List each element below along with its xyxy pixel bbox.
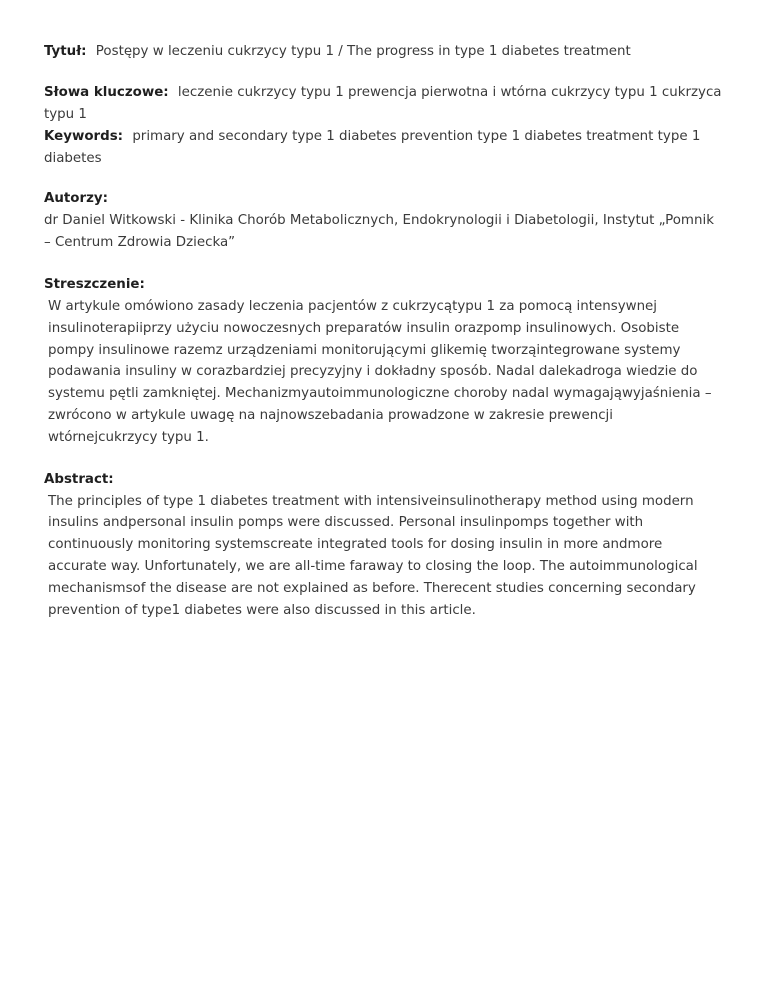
document-page bbox=[44, 41, 724, 621]
keywords-pl-row bbox=[44, 82, 724, 126]
abstract-en-section bbox=[44, 469, 724, 622]
keywords-en-label: Keywords: bbox=[44, 129, 124, 144]
abstract-en-text: The principles of type 1 diabetes treatment with intensiveinsulinotherapy method using modern insulins andpersonal insulin pomps were discussed. Personal insulinpomps together with continuously monitoring systemscreate integrated tools for dosing insulin in more andmore accurate way. Unfortunately, we are all-time faraway to closing the loop. The autoimmunological mechanismsof the disease are not explained as before. Therecent studies concerning secondary prevention of type1 diabetes were also discussed in this article. bbox=[48, 493, 698, 618]
keywords-pl-value: leczenie cukrzycy typu 1 prewencja pierwotna i wtórna cukrzycy typu 1 cukrzyca typu 1 bbox=[44, 85, 722, 122]
title-value: Postępy w leczeniu cukrzycy typu 1 / The progress in type 1 diabetes treatment bbox=[95, 44, 631, 59]
title-label: Tytuł: bbox=[44, 44, 87, 59]
authors-heading: Autorzy: bbox=[44, 191, 108, 206]
abstract-pl-section bbox=[44, 274, 724, 449]
keywords-en-value: primary and secondary type 1 diabetes prevention type 1 diabetes treatment type 1 diabetes bbox=[44, 129, 701, 166]
keywords-pl-label: Słowa kluczowe: bbox=[44, 85, 169, 100]
abstract-en-heading: Abstract: bbox=[44, 471, 114, 487]
abstract-pl-heading: Streszczenie: bbox=[44, 277, 145, 292]
keywords-en-row bbox=[44, 126, 724, 170]
authors-text: dr Daniel Witkowski - Klinika Chorób Metabolicznych, Endokrynologii i Diabetologii, Instytut „Pomnik – Centrum Zdrowia Dziecka” bbox=[44, 213, 714, 250]
abstract-pl-text: W artykule omówiono zasady leczenia pacjentów z cukrzycątypu 1 za pomocą intensywnej insulinoterapiiprzy użyciu nowoczesnych preparatów insulin orazpomp insulinowych. Osobiste pompy insulinowe razemz urządzeniami monitorującymi glikemię tworząintegrowane systemy podawania insuliny w corazbardziej precyzyjny i dokładny sposób. Nadal dalekadroga wiedzie do systemu pętli zamkniętej. Mechanizmyautoimmunologiczne choroby nadal wymagająwyjaśnienia – zwrócono w artykule uwagę na najnowszebadania prowadzone w zakresie prewencji wtórnejcukrzycy typu 1. bbox=[48, 299, 712, 445]
title-row bbox=[44, 41, 724, 63]
authors-section bbox=[44, 188, 724, 254]
